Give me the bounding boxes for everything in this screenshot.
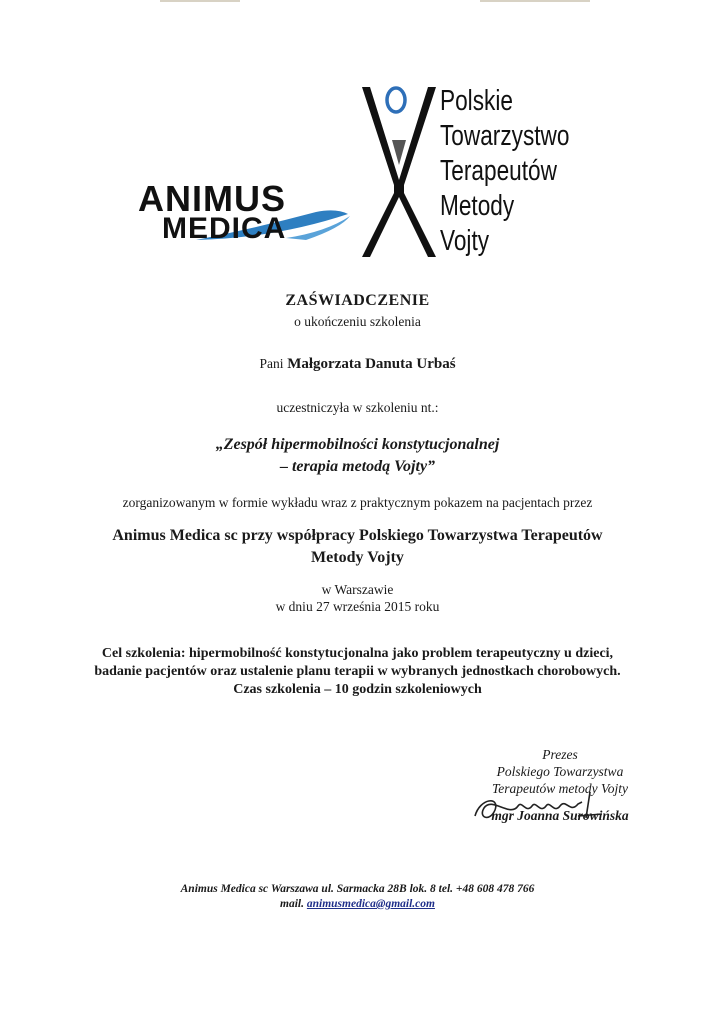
recipient (0, 356, 715, 373)
pttmv-line-1: Polskie (440, 85, 513, 117)
topic-line-2: – terapia metodą Vojty” (279, 458, 436, 475)
goal-line-1: Cel szkolenia: hipermobilność konstytucjonalna jako problem terapeutyczny u dzieci, (101, 646, 614, 661)
city: w Warszawie (321, 582, 394, 597)
pttmv-line-4: Metody (440, 190, 515, 222)
handwritten-signature (470, 788, 610, 828)
scan-edge-left (160, 0, 240, 2)
footer-email-link[interactable]: animusmedica@gmail.com (306, 898, 435, 910)
signatory-name: mgr Joanna Surowińska (491, 808, 629, 823)
animus-medica-logo (136, 178, 356, 248)
goal-line-2: badanie pacjentów oraz ustalenie planu terapii w wybranych jednostkach chorobowych. (94, 664, 621, 679)
signatory-role: Prezes (542, 747, 578, 762)
pttmv-line-5: Vojty (440, 225, 490, 257)
footer-mail (0, 898, 715, 910)
signatory-org-line-2: Terapeutów metody Vojty (492, 781, 628, 796)
topic-line-1: „Zespół hipermobilności konstytucjonalnej (215, 436, 500, 453)
recipient-prefix: Pani (259, 356, 284, 371)
scan-edge-right (480, 0, 590, 2)
organizer-line-1: Animus Medica sc przy współpracy Polskiego Towarzystwa Terapeutów (112, 527, 603, 544)
pttmv-figure-icon (360, 85, 438, 260)
pttmv-line-2: Towarzystwo (440, 120, 570, 152)
recipient-name: Małgorzata Danuta Urbaś (287, 356, 456, 372)
date: w dniu 27 września 2015 roku (275, 599, 440, 614)
pttmv-line-3: Terapeutów (440, 155, 557, 187)
organizer-line-2: Metody Vojty (311, 549, 404, 566)
organized-text: zorganizowanym w formie wykładu wraz z praktycznym pokazem na pacjentach przez (122, 495, 593, 510)
certificate-subtitle: o ukończeniu szkolenia (294, 314, 421, 329)
goal-line-3: Czas szkolenia – 10 godzin szkoleniowych (233, 682, 482, 697)
pttmv-logo-text (440, 84, 569, 259)
certificate-title: ZAŚWIADCZENIE (285, 292, 430, 309)
participation-text: uczestniczyła w szkoleniu nt.: (276, 400, 439, 415)
animus-logo-line1: ANIMUS (138, 178, 286, 219)
footer-mail-label: mail. (280, 898, 304, 910)
animus-logo-line2: MEDICA (162, 212, 287, 245)
footer-address: Animus Medica sc Warszawa ul. Sarmacka 28B lok. 8 tel. +48 608 478 766 (180, 883, 535, 895)
signatory-org-line-1: Polskiego Towarzystwa (496, 764, 624, 779)
